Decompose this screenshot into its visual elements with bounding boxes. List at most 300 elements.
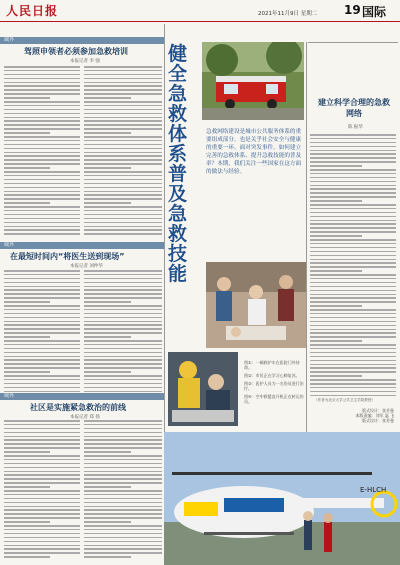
text-line	[310, 243, 396, 245]
text-line	[310, 325, 396, 327]
text-line	[84, 218, 162, 220]
text-line	[84, 478, 162, 480]
text-line	[84, 132, 131, 134]
text-line	[84, 289, 162, 291]
text-line	[84, 533, 162, 535]
text-line	[84, 387, 162, 389]
text-line	[310, 278, 396, 280]
text-line	[84, 233, 162, 235]
text-line	[310, 329, 396, 331]
text-line	[84, 424, 162, 426]
article-body-col1	[4, 420, 80, 562]
text-line	[84, 274, 162, 276]
text-line	[310, 352, 396, 354]
text-line	[310, 247, 396, 249]
text-line	[4, 502, 80, 504]
text-line	[4, 70, 80, 72]
text-line	[310, 367, 396, 369]
text-line	[310, 216, 396, 218]
text-line	[4, 509, 80, 511]
text-line	[84, 363, 162, 365]
text-line	[84, 494, 162, 496]
feature-headline: 健全急救体系 普及急救技能	[168, 43, 188, 285]
text-line	[84, 359, 162, 361]
text-line	[310, 255, 396, 257]
text-line	[4, 533, 80, 535]
text-line	[4, 132, 50, 134]
text-line	[84, 471, 162, 473]
text-line	[84, 467, 162, 469]
text-line	[84, 226, 162, 228]
text-line	[4, 459, 80, 461]
text-line	[4, 270, 80, 272]
text-line	[310, 181, 396, 183]
text-line	[4, 136, 80, 138]
text-line	[84, 525, 162, 527]
column-divider	[164, 24, 165, 432]
text-line	[4, 317, 80, 319]
text-line	[84, 183, 162, 185]
commentary-title: 建立科学合理的急救网络	[318, 98, 390, 118]
text-line	[84, 556, 131, 558]
text-line	[84, 498, 162, 500]
text-line	[310, 348, 396, 350]
text-line	[84, 148, 162, 150]
text-line	[84, 383, 162, 385]
text-line	[4, 424, 80, 426]
text-line	[4, 367, 80, 369]
text-line	[84, 175, 162, 177]
text-line	[310, 169, 396, 171]
text-line	[4, 274, 80, 276]
text-line	[84, 545, 162, 547]
text-line	[84, 332, 162, 334]
text-line	[4, 490, 80, 492]
text-line	[4, 517, 80, 519]
text-line	[4, 439, 80, 441]
article-byline: 本报记者 刘仲华	[70, 264, 103, 269]
text-line	[84, 198, 162, 200]
text-line	[4, 85, 80, 87]
text-line	[4, 383, 80, 385]
text-line	[84, 459, 162, 461]
text-line	[4, 74, 80, 76]
text-line	[4, 206, 80, 208]
text-line	[84, 367, 162, 369]
article-body-col1	[4, 270, 80, 392]
text-line	[310, 274, 396, 276]
text-line	[4, 163, 80, 165]
text-line	[84, 109, 162, 111]
text-line	[84, 229, 162, 231]
text-line	[310, 138, 396, 140]
text-line	[4, 105, 80, 107]
text-line	[4, 432, 80, 434]
text-line	[84, 379, 162, 381]
text-line	[84, 541, 162, 543]
text-line	[84, 305, 162, 307]
text-line	[4, 293, 80, 295]
text-line	[310, 379, 396, 381]
text-line	[4, 229, 80, 231]
text-line	[4, 486, 50, 488]
text-line	[4, 379, 80, 381]
text-line	[84, 167, 131, 169]
column-divider	[306, 42, 307, 432]
text-line	[4, 463, 80, 465]
text-line	[4, 305, 80, 307]
text-line	[4, 447, 80, 449]
article-body-col2	[84, 66, 162, 238]
text-line	[84, 482, 162, 484]
text-line	[310, 395, 396, 397]
text-line	[84, 66, 162, 68]
text-line	[84, 502, 162, 504]
text-line	[310, 321, 396, 323]
text-line	[84, 113, 162, 115]
newspaper-logo: 人民日报	[6, 4, 59, 18]
text-line	[84, 301, 131, 303]
text-line	[84, 155, 162, 157]
text-line	[4, 336, 50, 338]
text-line	[84, 78, 162, 80]
text-line	[4, 140, 80, 142]
text-line	[84, 313, 162, 315]
issue-date: 2021年11月9日 星期二	[258, 11, 318, 17]
text-line	[84, 474, 162, 476]
text-line	[4, 113, 80, 115]
text-line	[84, 348, 162, 350]
text-line	[84, 105, 162, 107]
text-line	[4, 537, 80, 539]
text-line	[84, 202, 131, 204]
text-line	[4, 179, 80, 181]
text-line	[310, 301, 396, 303]
text-line	[4, 313, 80, 315]
text-line	[84, 436, 162, 438]
text-line	[84, 82, 162, 84]
text-line	[84, 509, 162, 511]
text-line	[310, 142, 396, 144]
masthead-rule	[0, 21, 400, 22]
text-line	[310, 360, 396, 362]
text-line	[310, 150, 396, 152]
text-line	[84, 443, 162, 445]
caption-photo1: 图①：一辆救护车在医院门外待命。	[244, 360, 300, 370]
page-name: 国际	[362, 5, 387, 19]
text-line	[4, 474, 80, 476]
text-line	[4, 89, 80, 91]
text-line	[84, 70, 162, 72]
text-line	[310, 391, 396, 393]
text-line	[310, 165, 362, 167]
article-byline: 本报记者 郑 扬	[70, 415, 100, 420]
text-line	[84, 455, 162, 457]
text-line	[84, 293, 162, 295]
text-line	[310, 220, 396, 222]
text-line	[84, 159, 162, 161]
text-line	[84, 375, 162, 377]
text-line	[310, 364, 396, 366]
text-line	[310, 332, 396, 334]
masthead	[0, 0, 400, 22]
editor-note-line: 本版责编：刘军 温 飞	[355, 413, 394, 418]
text-line	[4, 356, 80, 358]
section-label: 域外	[4, 242, 15, 248]
text-line	[4, 321, 80, 323]
text-line	[4, 467, 80, 469]
text-line	[310, 297, 396, 299]
text-line	[310, 344, 396, 346]
text-line	[4, 494, 80, 496]
text-line	[84, 97, 131, 99]
text-line	[4, 328, 80, 330]
text-line	[4, 148, 80, 150]
text-line	[84, 191, 162, 193]
text-line	[4, 371, 50, 373]
text-line	[4, 222, 80, 224]
text-line	[310, 208, 396, 210]
page-number: 19	[344, 3, 361, 17]
text-line	[4, 191, 80, 193]
text-line	[4, 144, 80, 146]
text-line	[84, 447, 162, 449]
text-line	[84, 171, 162, 173]
text-line	[310, 309, 396, 311]
text-line	[84, 210, 162, 212]
text-line	[310, 239, 396, 241]
text-line	[84, 463, 162, 465]
text-line	[4, 525, 80, 527]
text-line	[310, 204, 396, 206]
text-line	[310, 251, 396, 253]
editor-note	[312, 408, 394, 423]
text-line	[4, 278, 80, 280]
text-line	[310, 200, 362, 202]
text-line	[4, 301, 50, 303]
text-line	[310, 340, 362, 342]
text-line	[4, 183, 80, 185]
text-line	[84, 222, 162, 224]
text-line	[310, 290, 396, 292]
text-line	[4, 359, 80, 361]
text-line	[84, 124, 162, 126]
text-line	[310, 223, 396, 225]
text-line	[84, 309, 162, 311]
text-line	[84, 506, 162, 508]
text-line	[4, 513, 80, 515]
text-line	[84, 552, 162, 554]
text-line	[4, 120, 80, 122]
text-line	[4, 344, 80, 346]
text-line	[4, 128, 80, 130]
section-label-bar	[0, 242, 164, 249]
text-line	[4, 352, 80, 354]
helicopter-registration: E-HLCH	[360, 486, 387, 494]
text-line	[84, 321, 162, 323]
text-line	[4, 498, 80, 500]
text-line	[84, 117, 162, 119]
text-line	[84, 328, 162, 330]
text-line	[84, 152, 162, 154]
text-line	[84, 428, 162, 430]
text-line	[84, 317, 162, 319]
text-line	[310, 153, 396, 155]
text-line	[84, 439, 162, 441]
section-label: 域外	[4, 393, 15, 399]
text-line	[310, 336, 396, 338]
text-line	[4, 218, 80, 220]
text-line	[4, 387, 80, 389]
text-line	[4, 297, 80, 299]
commentary-rule	[308, 42, 398, 43]
text-line	[4, 552, 80, 554]
text-line	[84, 85, 162, 87]
text-line	[4, 541, 80, 543]
text-line	[310, 313, 396, 315]
text-line	[4, 521, 50, 523]
text-line	[4, 226, 80, 228]
text-line	[84, 537, 162, 539]
caption-photo2: 图②：市民正在学习心肺复苏。	[244, 373, 300, 378]
text-line	[4, 436, 80, 438]
text-line	[4, 109, 80, 111]
text-line	[84, 451, 131, 453]
editor-note-line: 版式设计：张芳曼	[362, 408, 394, 413]
text-line	[84, 89, 162, 91]
text-line	[310, 266, 396, 268]
text-line	[310, 188, 396, 190]
text-line	[84, 187, 162, 189]
text-line	[310, 286, 396, 288]
text-line	[310, 192, 396, 194]
text-line	[84, 128, 162, 130]
text-line	[4, 82, 80, 84]
text-line	[4, 428, 80, 430]
text-line	[84, 336, 131, 338]
text-line	[4, 66, 80, 68]
text-line	[4, 332, 80, 334]
text-line	[310, 177, 396, 179]
text-line	[4, 556, 50, 558]
text-line	[4, 78, 80, 80]
text-line	[4, 529, 80, 531]
text-line	[84, 74, 162, 76]
text-line	[310, 196, 396, 198]
text-line	[4, 420, 80, 422]
section-label-bar	[0, 393, 164, 400]
text-line	[4, 309, 80, 311]
text-line	[4, 101, 80, 103]
text-line	[84, 297, 162, 299]
text-line	[310, 231, 396, 233]
section-label: 域外	[4, 37, 15, 43]
rescue-photo	[168, 352, 238, 426]
text-line	[4, 198, 80, 200]
text-line	[84, 529, 162, 531]
text-line	[84, 324, 162, 326]
text-line	[4, 471, 80, 473]
text-line	[310, 262, 396, 264]
article-title: 在最短时间内“将医生送到现场”	[10, 252, 125, 261]
text-line	[4, 451, 50, 453]
text-line	[84, 432, 162, 434]
text-line	[84, 344, 162, 346]
text-line	[84, 194, 162, 196]
text-line	[84, 391, 162, 392]
text-line	[84, 517, 162, 519]
text-line	[84, 101, 162, 103]
text-line	[4, 117, 80, 119]
text-line	[4, 282, 80, 284]
caption-photo4: 图④：空中救援直升机正在转运伤员。	[244, 394, 304, 404]
text-line	[84, 521, 131, 523]
text-line	[4, 443, 80, 445]
article-title: 社区是实施紧急救治的前线	[30, 403, 126, 412]
ambulance-photo	[202, 42, 304, 120]
text-line	[4, 363, 80, 365]
caption-photo3: 图③：医护人员为一名伤员进行治疗。	[244, 381, 304, 391]
text-line	[4, 124, 80, 126]
text-line	[4, 506, 80, 508]
helicopter-photo	[164, 432, 400, 565]
editor-note-line: 版式设计：张芳曼	[362, 418, 394, 423]
article-title: 驾照申领者必须参加急救培训	[24, 47, 128, 56]
text-line	[4, 194, 80, 196]
text-line	[4, 340, 80, 342]
text-line	[4, 286, 80, 288]
text-line	[310, 305, 362, 307]
text-line	[310, 146, 396, 148]
text-line	[310, 161, 396, 163]
text-line	[84, 352, 162, 354]
text-line	[84, 356, 162, 358]
text-line	[310, 371, 396, 373]
text-line	[4, 214, 80, 216]
text-line	[310, 356, 396, 358]
article-body-col2	[84, 420, 162, 562]
text-line	[84, 206, 162, 208]
commentary-body	[310, 134, 396, 402]
text-line	[4, 482, 80, 484]
text-line	[84, 270, 162, 272]
commentary-byline: 陈 振华	[348, 125, 363, 130]
text-line	[84, 340, 162, 342]
text-line	[310, 157, 396, 159]
text-line	[84, 140, 162, 142]
text-line	[4, 545, 80, 547]
text-line	[84, 144, 162, 146]
cpr-training-photo	[206, 262, 306, 348]
text-line	[310, 383, 396, 385]
text-line	[310, 227, 396, 229]
commentary-author-note: （作者为北京大学公共卫生学院教授）	[314, 398, 376, 402]
text-line	[4, 210, 80, 212]
text-line	[84, 548, 162, 550]
text-line	[84, 214, 162, 216]
text-line	[84, 93, 162, 95]
text-line	[84, 136, 162, 138]
text-line	[4, 187, 80, 189]
text-line	[84, 513, 162, 515]
text-line	[4, 548, 80, 550]
text-line	[310, 259, 396, 261]
article-body-col2	[84, 270, 162, 392]
text-line	[310, 212, 396, 214]
text-line	[84, 371, 131, 373]
article-body-col1	[4, 66, 80, 238]
text-line	[84, 486, 131, 488]
